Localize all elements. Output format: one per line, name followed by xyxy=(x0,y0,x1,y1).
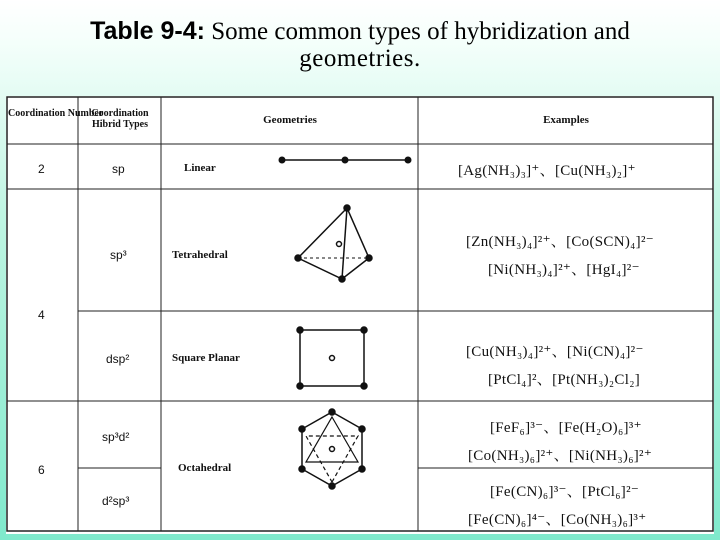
hybridization-table xyxy=(6,96,714,534)
examples-sp3d2-1: [FeF₆]³⁻、[Fe(H₂O)₆]³⁺ xyxy=(490,420,642,436)
title-text: Some common types of hybridization and xyxy=(204,18,630,45)
slide-title xyxy=(0,16,720,74)
hybrid-d2sp3: d²sp³ xyxy=(102,494,130,508)
examples-linear-1: [Ag(NH₃)₃]⁺、[Cu(NH₃)₂]⁺ xyxy=(458,163,636,179)
title-line-2: geometries. xyxy=(299,45,421,72)
header-coordination-number: Coordination Number xyxy=(8,108,104,119)
header-geometries: Geometries xyxy=(263,114,317,126)
examples-sp3d2-2: [Co(NH₃)₆]²⁺、[Ni(NH₃)₆]²⁺ xyxy=(468,448,653,464)
tetrahedral-geometry-figure xyxy=(295,205,372,282)
hybrid-sp3: sp³ xyxy=(110,248,127,262)
octahedral-geometry-figure xyxy=(299,409,365,489)
geometry-linear: Linear xyxy=(184,162,216,174)
geometry-tetrahedral: Tetrahedral xyxy=(172,249,228,261)
examples-square-1: [Cu(NH₃)₄]²⁺、[Ni(CN)₄]²⁻ xyxy=(466,344,644,360)
geometry-square-planar: Square Planar xyxy=(172,352,240,364)
header-examples: Examples xyxy=(543,114,589,126)
coordination-6: 6 xyxy=(38,463,45,477)
examples-d2sp3-1: [Fe(CN)₆]³⁻、[PtCl₆]²⁻ xyxy=(490,484,640,500)
table-number-label: Table 9-4: xyxy=(90,17,205,45)
title-line-1 xyxy=(0,16,720,47)
header-hybrid-types: Coordination Hibrid Types xyxy=(91,108,149,130)
examples-tetrahedral-1: [Zn(NH₃)₄]²⁺、[Co(SCN)₄]²⁻ xyxy=(466,234,654,250)
hybrid-sp3d2: sp³d² xyxy=(102,430,130,444)
square-planar-geometry-figure xyxy=(297,327,367,389)
linear-geometry-figure xyxy=(279,157,411,163)
coordination-2: 2 xyxy=(38,162,45,176)
geometry-octahedral: Octahedral xyxy=(178,462,232,474)
examples-tetrahedral-2: [Ni(NH₃)₄]²⁺、[HgI₄]²⁻ xyxy=(488,262,640,278)
hybrid-dsp2: dsp² xyxy=(106,352,130,366)
examples-d2sp3-2: [Fe(CN)₆]⁴⁻、[Co(NH₃)₆]³⁺ xyxy=(468,512,647,528)
coordination-4: 4 xyxy=(38,308,45,322)
hybrid-sp: sp xyxy=(112,162,125,176)
examples-square-2: [PtCl₄]²、[Pt(NH₃)₂Cl₂] xyxy=(488,372,641,388)
